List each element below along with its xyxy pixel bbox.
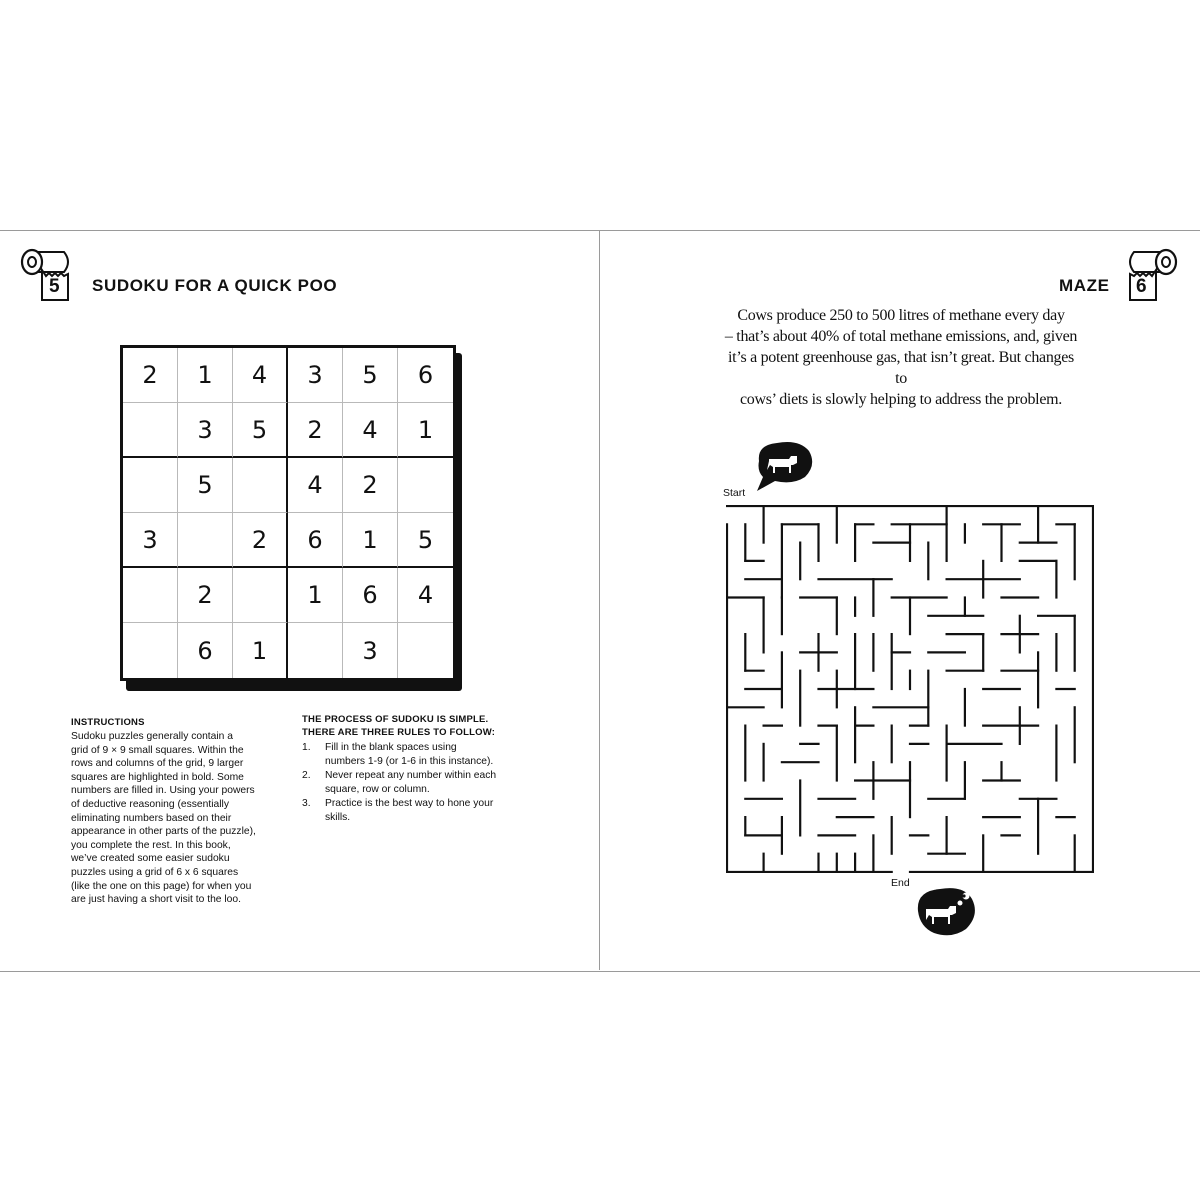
page-title: SUDOKU FOR A QUICK POO [92, 276, 338, 295]
toilet-roll-icon [1126, 246, 1182, 306]
left-page [0, 231, 598, 969]
sudoku-cell [178, 513, 233, 568]
sudoku-grid [120, 345, 456, 681]
instructions-heading: INSTRUCTIONS [71, 717, 145, 728]
sudoku-cell: 6 [398, 348, 453, 403]
rule-item: 1. Fill in the blank spaces using numbers 1-9 (or 1-6 in this instance). [302, 742, 494, 767]
process-heading-line1: THE PROCESS OF SUDOKU IS SIMPLE. [302, 714, 489, 725]
instructions-line: grid of 9 × 9 small squares. Within the [71, 744, 244, 756]
sudoku-cell: 6 [343, 568, 398, 623]
page-number: 6 [1136, 276, 1147, 297]
sudoku-cell: 1 [178, 348, 233, 403]
sudoku-cell [123, 458, 178, 513]
instructions-line: numbers are filled in. Using your powers [71, 785, 255, 797]
cow-blob-icon [753, 439, 815, 491]
sudoku-cell: 5 [343, 348, 398, 403]
rules-list [302, 741, 522, 826]
instructions-line: squares are highlighted in bold. Some [71, 771, 244, 783]
sudoku-cell: 2 [233, 513, 288, 568]
sudoku-cell: 5 [233, 403, 288, 458]
sudoku-cell [288, 623, 343, 678]
instructions-line: we’ve created some easier sudoku [71, 853, 230, 865]
sudoku-cell: 6 [178, 623, 233, 678]
cow-thinking-blob-icon [914, 885, 980, 939]
sudoku-cell: 2 [288, 403, 343, 458]
sudoku-cell [123, 568, 178, 623]
instructions-line: rows and columns of the grid, 9 larger [71, 758, 244, 770]
maze-grid [726, 505, 1094, 873]
instructions-line: eliminating numbers based on their [71, 812, 232, 824]
instructions-line: puzzles using a grid of 6 x 6 squares [71, 866, 239, 878]
sudoku-cell: 4 [233, 348, 288, 403]
instructions-line: (like the one on this page) for when you [71, 880, 252, 892]
instructions-line: appearance in other parts of the puzzle), [71, 826, 256, 838]
sudoku-cell: 1 [343, 513, 398, 568]
rule-item: 2. Never repeat any number within each square, row or column. [302, 770, 497, 795]
sudoku-cell: 6 [288, 513, 343, 568]
sudoku-cell: 4 [398, 568, 453, 623]
sudoku-cell: 4 [288, 458, 343, 513]
sudoku-cell: 4 [343, 403, 398, 458]
instructions-text [71, 730, 291, 907]
sudoku-cell: 2 [178, 568, 233, 623]
sudoku-cell [233, 568, 288, 623]
process-heading-line2: THERE ARE THREE RULES TO FOLLOW: [302, 727, 496, 738]
page-title: MAZE [1059, 276, 1110, 295]
instructions-line: of deductive reasoning (essentially [71, 798, 229, 810]
sudoku-cell [123, 623, 178, 678]
sudoku-cell: 5 [398, 513, 453, 568]
rule-item: 3. Practice is the best way to hone your skills. [302, 798, 494, 823]
maze-walls [727, 506, 1093, 872]
instructions-line: Sudoku puzzles generally contain a [71, 731, 233, 742]
sudoku-cell: 3 [288, 348, 343, 403]
sudoku-cell [233, 458, 288, 513]
sudoku-cell: 1 [233, 623, 288, 678]
sudoku-cell: 2 [123, 348, 178, 403]
maze-end-label: End [891, 877, 910, 889]
sudoku-cell: 1 [398, 403, 453, 458]
sudoku-cell: 5 [178, 458, 233, 513]
sudoku-cell: 3 [343, 623, 398, 678]
page-gutter [599, 230, 600, 970]
instructions-line: you complete the rest. In this book, [71, 839, 231, 851]
sudoku-cell: 1 [288, 568, 343, 623]
sudoku-cell [398, 458, 453, 513]
sudoku-cell [123, 403, 178, 458]
page-number: 5 [49, 276, 60, 297]
maze-intro-text: Cows produce 250 to 500 litres of methane every day – that’s about 40% of total methane emissions, and, given it’s a potent greenhouse gas, that isn’t great. But changes to cows’ diets is slowly helping to address the problem. [724, 307, 1078, 408]
sudoku-cell: 2 [343, 458, 398, 513]
sudoku-cell: 3 [178, 403, 233, 458]
sudoku-puzzle [120, 345, 458, 683]
instructions-line: are just having a short visit to the loo. [71, 894, 241, 906]
sudoku-cell: 3 [123, 513, 178, 568]
sudoku-cell [398, 623, 453, 678]
maze-start-label: Start [723, 487, 746, 499]
toilet-roll-icon [16, 246, 72, 306]
